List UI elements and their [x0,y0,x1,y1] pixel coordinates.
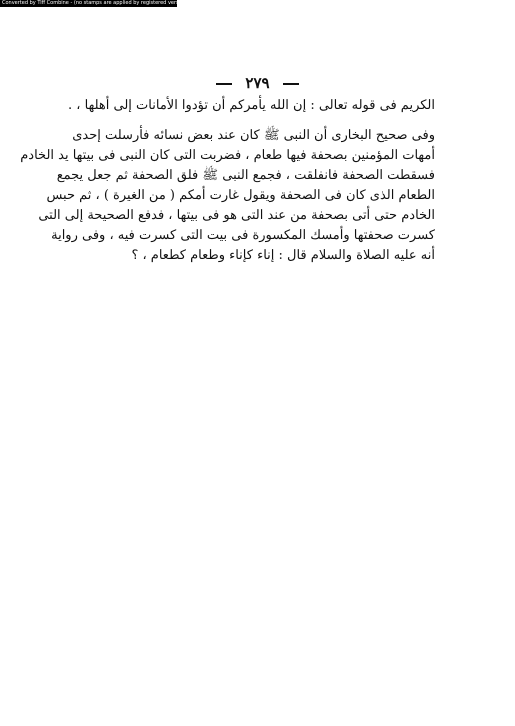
text-line-7: كسرت صحفتها وأمسك المكسورة فى بيت التى كسرت فيه ، وفى رواية [51,228,435,243]
page-body-text [20,96,435,266]
text-line-4: فسقطت الصحفة فانفلقت ، فجمع النبى ﷺ فلق الصحفة ثم جعل يجمع [56,168,435,183]
text-line-6: الخادم حتى أتى بصحفة من عند التى هو فى بيتها ، فدفع الصحيحة إلى التى [38,208,435,223]
page-number-header [0,74,515,92]
converter-banner: Converted by Tiff Combine - (no stamps are applied by registered version) [2,0,189,6]
page-number: ٢٧٩ [245,74,270,92]
right-dash [216,83,232,85]
text-line-1: الكريم فى قوله تعالى : إن الله يأمركم أن تؤدوا الأمانات إلى أهلها ، . [68,98,435,113]
text-line-2: وفى صحيح البخارى أن النبى ﷺ كان عند بعض نسائه فأرسلت إحدى [72,128,435,143]
text-line-8: أنه عليه الصلاة والسلام قال : إناء كإناء وطعام كطعام ، ؟ [131,248,435,263]
text-line-5: الطعام الذى كان فى الصحفة ويقول غارت أمكم ( من الغيرة ) ، ثم حبس [46,188,435,203]
text-line-3: أمهات المؤمنين بصحفة فيها طعام ، فضربت التى كان النبى فى بيتها يد الخادم [20,148,435,163]
left-dash [283,83,299,85]
